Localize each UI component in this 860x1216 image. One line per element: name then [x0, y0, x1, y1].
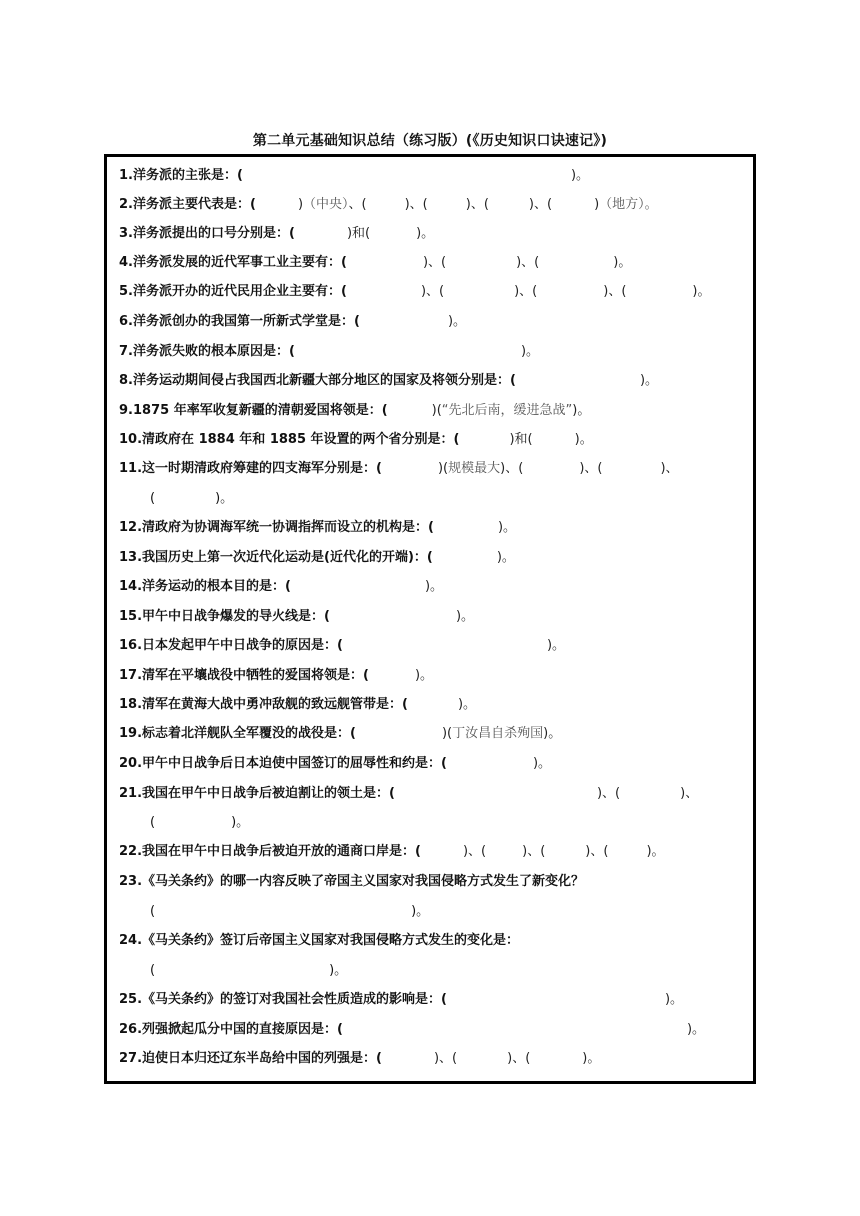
- question-text: 洋务派开办的近代民用企业主要有：(: [132, 284, 347, 299]
- question-16: [119, 637, 565, 655]
- year: 1884: [198, 432, 235, 447]
- question-number: 18.: [119, 697, 143, 712]
- blank-sep: )、(: [433, 1051, 458, 1066]
- question-number: 21.: [119, 786, 143, 801]
- question-7: [119, 343, 539, 361]
- question-number: 27.: [119, 1051, 143, 1066]
- blank-sep: 、(: [348, 197, 367, 212]
- question-number: 25.: [119, 992, 143, 1007]
- question-23-cont: [150, 903, 429, 921]
- worksheet-box: [104, 154, 756, 1084]
- question-17: [119, 667, 433, 685]
- blank-close: )。: [447, 314, 467, 329]
- blank-sep: )、(: [514, 284, 538, 299]
- question-number: 14.: [119, 579, 143, 594]
- blank-close: )。: [455, 609, 475, 624]
- question-text: 洋务派创办的我国第一所新式学堂是：(: [132, 314, 360, 329]
- blank-sep: )、(: [579, 461, 603, 476]
- question-4: [119, 254, 631, 272]
- blank-close: )。: [646, 844, 665, 859]
- quote-note: “先北后南，缓进急战”: [441, 403, 573, 418]
- question-8: [119, 372, 658, 390]
- blank-close: ): [594, 197, 600, 212]
- blank-close: )(: [431, 403, 442, 418]
- blank-sep: )和(: [346, 226, 371, 241]
- question-text: 洋务派失败的根本原因是：(: [132, 344, 295, 359]
- question-number: 10.: [119, 432, 143, 447]
- blank-sep: )、(: [422, 255, 447, 270]
- blank-sep: )、(: [516, 255, 540, 270]
- question-text: 标志着北洋舰队全军覆没的战役是：(: [142, 726, 356, 741]
- question-18: [119, 696, 476, 714]
- blank-close: )。: [572, 403, 591, 418]
- blank-close: )。: [692, 284, 711, 299]
- question-text: 我国历史上第一次近代化运动是(近代化的开端)：(: [142, 550, 433, 565]
- blank-open: (: [150, 491, 156, 506]
- question-26: [119, 1021, 705, 1039]
- question-text: 日本发起甲午中日战争的原因是：(: [142, 638, 343, 653]
- blank-sep: )、(: [462, 844, 487, 859]
- question-text: 《马关条约》签订后帝国主义国家对我国侵略方式发生的变化是：: [142, 933, 520, 948]
- blank-sep: )、: [660, 461, 679, 476]
- question-20: [119, 755, 551, 773]
- blank-close: )。: [329, 963, 348, 978]
- question-number: 20.: [119, 756, 143, 771]
- question-24: [119, 932, 519, 950]
- blank-close: ): [297, 197, 304, 212]
- blank-sep: )和(: [509, 432, 533, 447]
- blank-sep: )、(: [596, 786, 621, 801]
- question-text: 洋务运动期间侵占我国西北新疆大部分地区的国家及将领分别是：(: [132, 373, 516, 388]
- blank-sep: )、(: [404, 197, 428, 212]
- question-21-cont: [150, 814, 249, 832]
- question-25: [119, 991, 683, 1009]
- blank-close: )(: [437, 461, 449, 476]
- blank-sep: )、(: [585, 844, 609, 859]
- question-10: [119, 431, 593, 449]
- question-text: 我国在甲午中日战争后被迫开放的通商口岸是：(: [142, 844, 421, 859]
- question-22: [119, 843, 665, 861]
- blank-close: )。: [639, 373, 659, 388]
- question-number: 8.: [119, 373, 133, 388]
- question-number: 2.: [119, 197, 133, 212]
- blank-close: )。: [686, 1022, 706, 1037]
- question-text: 清军在黄海大战中勇冲敌舰的致远舰管带是：(: [142, 697, 408, 712]
- blank-close: )。: [546, 638, 566, 653]
- question-text: 洋务派主要代表是：(: [132, 197, 256, 212]
- blank-close: )。: [582, 1051, 601, 1066]
- blank-close: )。: [457, 697, 477, 712]
- question-11-cont: [150, 490, 233, 508]
- question-number: 26.: [119, 1022, 143, 1037]
- blank-close: )。: [496, 550, 515, 565]
- note-ding: 丁汝昌自杀殉国: [452, 726, 544, 741]
- blank-sep: )、(: [420, 284, 445, 299]
- question-text: 洋务派提出的口号分别是：(: [132, 226, 295, 241]
- blank-close: )。: [497, 520, 517, 535]
- question-text: 洋务运动的根本目的是：(: [142, 579, 291, 594]
- blank-sep: )、(: [465, 197, 489, 212]
- question-text: 甲午中日战争后日本迫使中国签订的屈辱性和约是：(: [142, 756, 447, 771]
- question-text: 甲午中日战争爆发的导火线是：(: [142, 609, 330, 624]
- question-number: 16.: [119, 638, 143, 653]
- question-text: 清政府在: [142, 432, 199, 447]
- page-title: 第二单元基础知识总结（练习版）(《历史知识口诀速记》): [252, 133, 608, 149]
- blank-close: )。: [416, 226, 435, 241]
- question-text: 我国在甲午中日战争后被迫割让的领土是：(: [142, 786, 395, 801]
- question-text: 年率军收复新疆的清朝爱国将领是：(: [169, 403, 388, 418]
- question-1: [119, 167, 589, 185]
- question-number: 17.: [119, 668, 143, 683]
- blank-close: )。: [570, 168, 590, 183]
- question-9: [119, 402, 590, 420]
- question-number: 22.: [119, 844, 143, 859]
- blank-close: )。: [613, 255, 632, 270]
- blank-open: (: [150, 904, 156, 919]
- blank-close: )(: [441, 726, 453, 741]
- question-number: 3.: [119, 226, 133, 241]
- question-text: 清军在平壤战役中牺牲的爱国将领是：(: [142, 668, 369, 683]
- question-13: [119, 549, 515, 567]
- question-number: 15.: [119, 609, 143, 624]
- question-19: [119, 725, 561, 743]
- blank-open: (: [150, 963, 156, 978]
- question-12: [119, 519, 516, 537]
- blank-close: )。: [414, 668, 434, 683]
- question-text: 年设置的两个省分别是：(: [306, 432, 460, 447]
- question-text: 这一时期清政府筹建的四支海军分别是：(: [142, 461, 382, 476]
- question-text: 列强掀起瓜分中国的直接原因是：(: [142, 1022, 343, 1037]
- question-24-cont: [150, 962, 347, 980]
- question-number: 19.: [119, 726, 143, 741]
- note-largest: 规模最大: [448, 461, 501, 476]
- question-text: 洋务派的主张是：(: [132, 168, 243, 183]
- question-text: 清政府为协调海军统一协调指挥而设立的机构是：(: [142, 520, 434, 535]
- blank-close: )。: [532, 756, 552, 771]
- blank-sep: )、(: [500, 461, 524, 476]
- question-number: 24.: [119, 933, 143, 948]
- question-21: [119, 785, 698, 803]
- blank-close: )。: [520, 344, 540, 359]
- question-number: 11.: [119, 461, 143, 476]
- question-text: 《马关条约》的哪一内容反映了帝国主义国家对我国侵略方式发生了新变化？: [142, 874, 585, 889]
- question-number: 12.: [119, 520, 143, 535]
- question-number: 13.: [119, 550, 143, 565]
- question-23: [119, 873, 584, 891]
- question-14: [119, 578, 443, 596]
- year: 1875: [132, 403, 170, 418]
- blank-sep: )、: [680, 786, 699, 801]
- question-2: [119, 196, 658, 214]
- blank-close: )。: [411, 904, 430, 919]
- blank-open: (: [150, 815, 156, 830]
- note-central: （中央）: [303, 197, 349, 212]
- blank-close: )。: [424, 579, 444, 594]
- question-number: 5.: [119, 284, 133, 299]
- question-number: 9.: [119, 403, 133, 418]
- question-number: 6.: [119, 314, 133, 329]
- blank-close: )。: [231, 815, 250, 830]
- question-number: 1.: [119, 168, 133, 183]
- question-number: 23.: [119, 874, 143, 889]
- year: 1885: [269, 432, 306, 447]
- question-number: 7.: [119, 344, 133, 359]
- question-15: [119, 608, 474, 626]
- question-text: 迫使日本归还辽东半岛给中国的列强是：(: [142, 1051, 382, 1066]
- question-6: [119, 313, 466, 331]
- blank-sep: )、(: [603, 284, 627, 299]
- note-local: （地方）。: [599, 197, 658, 212]
- blank-close: )。: [215, 491, 234, 506]
- blank-close: )。: [543, 726, 562, 741]
- question-27: [119, 1050, 600, 1068]
- question-5: [119, 283, 710, 301]
- blank-sep: )、(: [507, 1051, 531, 1066]
- question-number: 4.: [119, 255, 133, 270]
- blank-sep: )、(: [528, 197, 553, 212]
- blank-sep: )、(: [522, 844, 546, 859]
- question-text: 《马关条约》的签订对我国社会性质造成的影响是：(: [142, 992, 447, 1007]
- question-3: [119, 225, 434, 243]
- blank-close: )。: [664, 992, 684, 1007]
- question-text: 洋务派发展的近代军事工业主要有：(: [132, 255, 347, 270]
- question-text: 年和: [234, 432, 270, 447]
- blank-close: )。: [574, 432, 593, 447]
- question-11: [119, 460, 679, 478]
